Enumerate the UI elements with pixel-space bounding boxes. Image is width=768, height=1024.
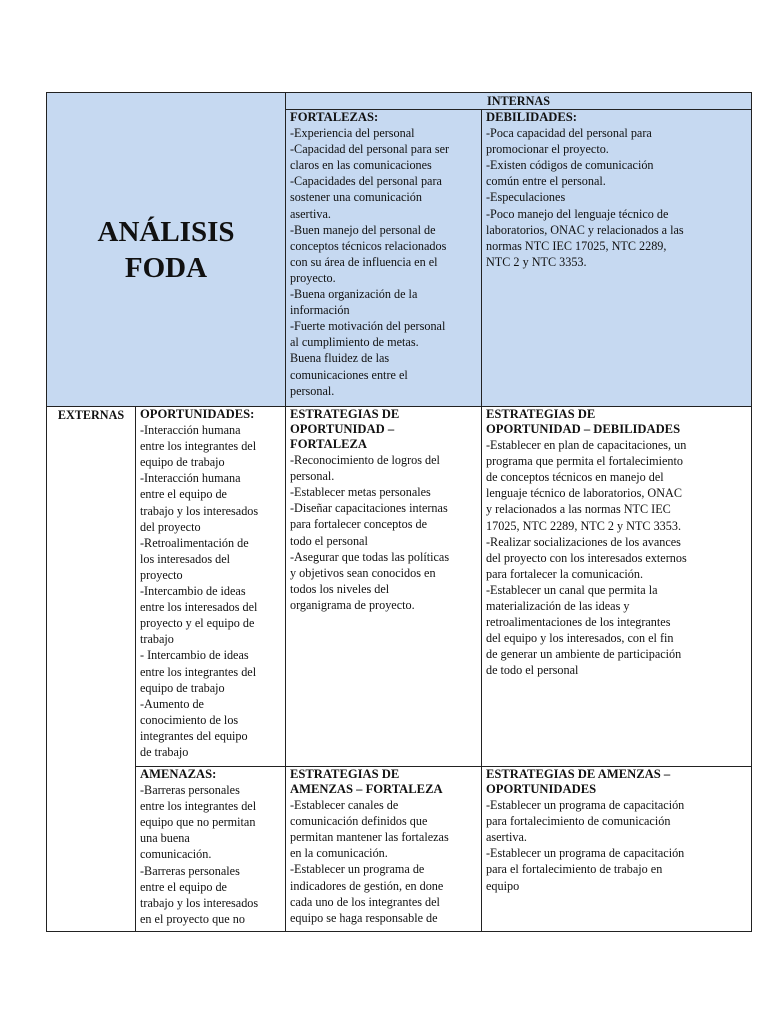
estrategias-fa-list-item: en la comunicación. (290, 846, 388, 861)
estrategias-fo-list-item: personal. (290, 469, 335, 484)
fortalezas-list-item: -Fuerte motivación del personal (290, 319, 446, 334)
estrategias-ao-cell (482, 767, 752, 932)
externas-label: EXTERNAS (47, 407, 136, 932)
amenazas-list-item: trabajo y los interesados (140, 895, 259, 910)
estrategias-ao-heading-item: OPORTUNIDADES (486, 782, 597, 797)
debilidades-list (486, 125, 747, 270)
oportunidades-list-item: entre los integrantes del (140, 439, 257, 454)
estrategias-do-list-item: para fortalecer la comunicación. (486, 566, 643, 581)
oportunidades-cell (136, 407, 286, 767)
estrategias-ao-list (486, 797, 747, 894)
amenazas-list-item: entre los integrantes del (140, 799, 257, 814)
estrategias-ao-list-item: -Establecer un programa de capacitación (486, 846, 685, 861)
estrategias-fa-heading-item: ESTRATEGIAS DE (290, 767, 400, 782)
estrategias-fo-list (290, 452, 477, 613)
estrategias-do-list-item: programa que permita el fortalecimiento (486, 454, 683, 469)
estrategias-do-list-item: de generar un ambiente de participación (486, 647, 682, 662)
fortalezas-list-item: comunicaciones entre el (290, 367, 408, 382)
foda-table (46, 92, 752, 932)
oportunidades-list-item: -Interacción humana (140, 423, 241, 438)
estrategias-fa-heading (290, 767, 477, 797)
amenazas-cell (136, 767, 286, 932)
estrategias-ao-list-item: para el fortalecimiento de trabajo en (486, 862, 663, 877)
title-line-2: FODA (124, 251, 208, 284)
fortalezas-list-item: proyecto. (290, 270, 336, 285)
oportunidades-list-item: -Aumento de (140, 696, 204, 711)
debilidades-list-item: laboratorios, ONAC y relacionados a las (486, 222, 684, 237)
estrategias-fo-list-item: todo el personal (290, 533, 368, 548)
oportunidades-list-item: -Intercambio de ideas (140, 584, 246, 599)
estrategias-fo-list-item: -Reconocimiento de logros del (290, 453, 440, 468)
estrategias-do-list-item: lenguaje técnico de laboratorios, ONAC (486, 486, 682, 501)
estrategias-do-list (486, 437, 747, 678)
fortalezas-list-item: asertiva. (290, 206, 331, 221)
oportunidades-list-item: del proyecto (140, 519, 201, 534)
oportunidades-list-item: -Retroalimentación de (140, 535, 249, 550)
oportunidades-list-item: de trabajo (140, 744, 189, 759)
oportunidades-heading: OPORTUNIDADES: (140, 407, 255, 422)
oportunidades-list (140, 422, 281, 760)
oportunidades-list-item: - Intercambio de ideas (140, 648, 249, 663)
fortalezas-list-item: -Capacidad del personal para ser (290, 142, 450, 157)
estrategias-do-list-item: del equipo y los interesados, con el fin (486, 631, 674, 646)
amenazas-list-item: en el proyecto que no (140, 911, 245, 926)
fortalezas-list-item: -Buena organización de la (290, 287, 418, 302)
estrategias-do-list-item: -Establecer en plan de capacitaciones, un (486, 438, 687, 453)
fortalezas-heading: FORTALEZAS: (290, 110, 379, 125)
oportunidades-list-item: trabajo (140, 632, 174, 647)
estrategias-do-list-item: de todo el personal (486, 663, 579, 678)
oportunidades-list-item: entre el equipo de (140, 487, 227, 502)
estrategias-do-cell (482, 407, 752, 767)
estrategias-fa-list-item: equipo se haga responsable de (290, 910, 438, 925)
fortalezas-list-item: claros en las comunicaciones (290, 158, 432, 173)
debilidades-list-item: -Poco manejo del lenguaje técnico de (486, 206, 669, 221)
estrategias-do-list-item: -Establecer un canal que permita la (486, 582, 658, 597)
fortalezas-list (290, 125, 477, 399)
estrategias-fo-heading (290, 407, 477, 452)
fortalezas-list-item: -Experiencia del personal (290, 126, 415, 141)
oportunidades-list-item: -Interacción humana (140, 471, 241, 486)
estrategias-fo-heading-item: ESTRATEGIAS DE (290, 407, 400, 422)
estrategias-do-heading-item: ESTRATEGIAS DE (486, 407, 596, 422)
estrategias-do-heading (486, 407, 747, 437)
oportunidades-list-item: los interesados del (140, 551, 231, 566)
estrategias-fo-heading-item: OPORTUNIDAD – (290, 422, 395, 437)
estrategias-fo-cell (286, 407, 482, 767)
estrategias-fa-list (290, 797, 477, 926)
oportunidades-list-item: entre los interesados del (140, 600, 258, 615)
oportunidades-list-item: proyecto (140, 567, 183, 582)
estrategias-ao-list-item: equipo (486, 878, 520, 893)
amenazas-list-item: -Barreras personales (140, 783, 240, 798)
fortalezas-list-item: sostener una comunicación (290, 190, 422, 205)
estrategias-do-list-item: materialización de las ideas y (486, 599, 630, 614)
fortalezas-cell (286, 110, 482, 407)
estrategias-fa-list-item: -Establecer un programa de (290, 862, 425, 877)
estrategias-ao-list-item: para fortalecimiento de comunicación (486, 814, 671, 829)
estrategias-fo-list-item: organigrama de proyecto. (290, 597, 415, 612)
estrategias-fa-list-item: indicadores de gestión, en done (290, 878, 444, 893)
estrategias-fo-list-item: para fortalecer conceptos de (290, 517, 428, 532)
estrategias-fo-list-item: -Asegurar que todas las políticas (290, 549, 450, 564)
estrategias-do-list-item: del proyecto con los interesados externos (486, 550, 687, 565)
estrategias-ao-heading (486, 767, 747, 797)
debilidades-list-item: normas NTC IEC 17025, NTC 2289, (486, 238, 667, 253)
fortalezas-list-item: Buena fluidez de las (290, 351, 390, 366)
estrategias-ao-heading-item: ESTRATEGIAS DE AMENZAS – (486, 767, 671, 782)
estrategias-do-list-item: 17025, NTC 2289, NTC 2 y NTC 3353. (486, 518, 681, 533)
estrategias-fo-list-item: -Establecer metas personales (290, 485, 431, 500)
debilidades-cell (482, 110, 752, 407)
estrategias-fa-heading-item: AMENZAS – FORTALEZA (290, 782, 443, 797)
estrategias-do-list-item: y relacionados a las normas NTC IEC (486, 502, 671, 517)
estrategias-fa-cell (286, 767, 482, 932)
oportunidades-list-item: conocimiento de los (140, 712, 239, 727)
estrategias-fo-list-item: todos los niveles del (290, 581, 390, 596)
estrategias-fa-list-item: cada uno de los integrantes del (290, 894, 440, 909)
fortalezas-list-item: al cumplimiento de metas. (290, 335, 419, 350)
amenazas-list (140, 782, 281, 927)
amenazas-list-item: una buena (140, 831, 190, 846)
estrategias-do-heading-item: OPORTUNIDAD – DEBILIDADES (486, 422, 681, 437)
fortalezas-list-item: conceptos técnicos relacionados (290, 238, 447, 253)
amenazas-heading: AMENAZAS: (140, 767, 217, 782)
debilidades-heading: DEBILIDADES: (486, 110, 577, 125)
internas-header: INTERNAS (286, 93, 752, 110)
estrategias-do-list-item: -Realizar socializaciones de los avances (486, 534, 681, 549)
estrategias-fa-list-item: -Establecer canales de (290, 798, 399, 813)
debilidades-list-item: -Existen códigos de comunicación (486, 158, 654, 173)
debilidades-list-item: -Especulaciones (486, 190, 566, 205)
title-line-1: ANÁLISIS (97, 215, 235, 248)
estrategias-fa-list-item: comunicación definidos que (290, 814, 428, 829)
oportunidades-list-item: trabajo y los interesados (140, 503, 259, 518)
amenazas-list-item: -Barreras personales (140, 863, 240, 878)
oportunidades-list-item: proyecto y el equipo de (140, 616, 255, 631)
debilidades-list-item: común entre el personal. (486, 174, 606, 189)
estrategias-fo-list-item: -Diseñar capacitaciones internas (290, 501, 448, 516)
oportunidades-list-item: integrantes del equipo (140, 728, 248, 743)
estrategias-fo-heading-item: FORTALEZA (290, 437, 367, 452)
estrategias-fo-list-item: y objetivos sean conocidos en (290, 565, 436, 580)
estrategias-do-list-item: retroalimentaciones de los integrantes (486, 615, 671, 630)
amenazas-list-item: comunicación. (140, 847, 212, 862)
fortalezas-list-item: personal. (290, 383, 335, 398)
estrategias-fa-list-item: permitan mantener las fortalezas (290, 830, 449, 845)
estrategias-ao-list-item: asertiva. (486, 830, 527, 845)
estrategias-do-list-item: de conceptos técnicos en manejo del (486, 470, 664, 485)
fortalezas-list-item: -Capacidades del personal para (290, 174, 442, 189)
fortalezas-list-item: información (290, 303, 350, 318)
oportunidades-list-item: equipo de trabajo (140, 680, 225, 695)
title-cell (47, 93, 286, 407)
debilidades-list-item: promocionar el proyecto. (486, 142, 609, 157)
amenazas-list-item: equipo que no permitan (140, 815, 256, 830)
oportunidades-list-item: entre los integrantes del (140, 664, 257, 679)
estrategias-ao-list-item: -Establecer un programa de capacitación (486, 798, 685, 813)
oportunidades-list-item: equipo de trabajo (140, 455, 225, 470)
debilidades-list-item: -Poca capacidad del personal para (486, 126, 652, 141)
amenazas-list-item: entre el equipo de (140, 879, 227, 894)
debilidades-list-item: NTC 2 y NTC 3353. (486, 254, 587, 269)
fortalezas-list-item: con su área de influencia en el (290, 254, 438, 269)
fortalezas-list-item: -Buen manejo del personal de (290, 222, 436, 237)
